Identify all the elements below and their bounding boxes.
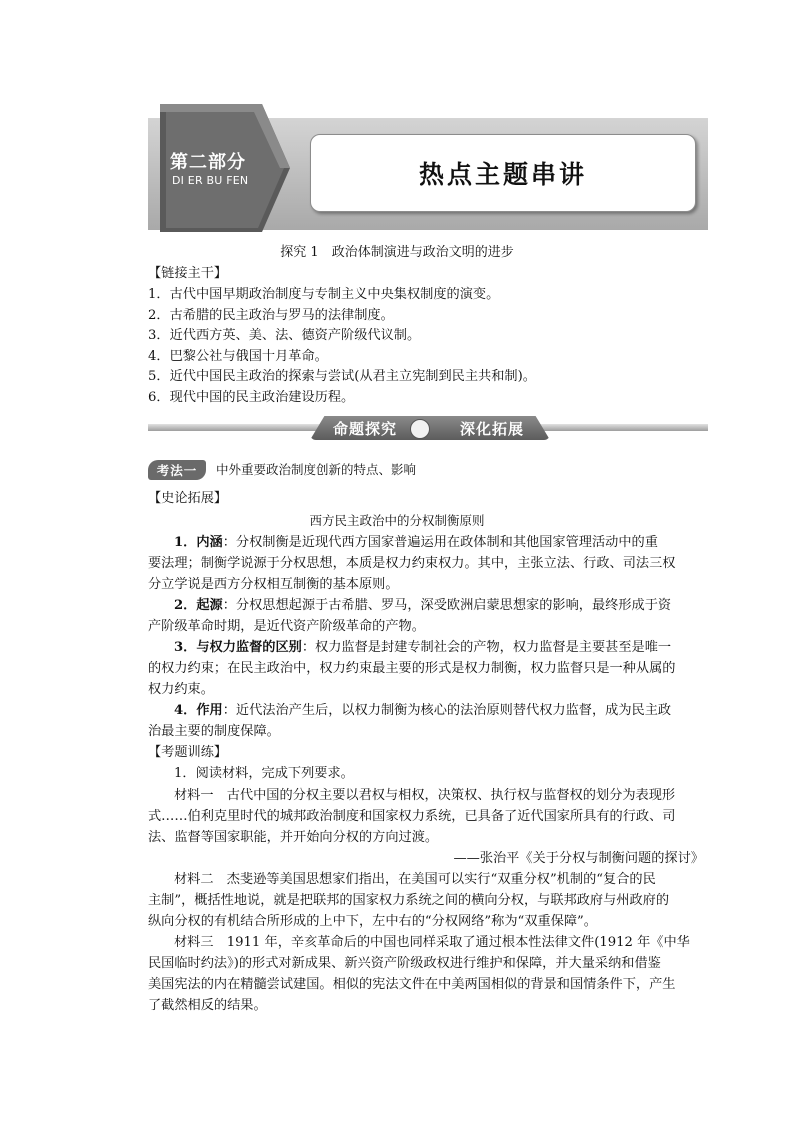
paragraph-line: 的权力约束；在民主政治中，权力约束最主要的形式是权力制衡，权力监督只是一种从属的 bbox=[148, 661, 676, 676]
history-subtitle: 西方民主政治中的分权制衡原则 bbox=[309, 513, 485, 528]
paragraph-line: 2．起源：分权思想起源于古希腊、罗马，深受欧洲启蒙思想家的影响，最终形成于资 bbox=[174, 598, 672, 613]
material-line: 材料二 杰斐逊等美国思想家们指出，在美国可以实行“双重分权”机制的“复合的民 bbox=[174, 872, 656, 887]
divider-label-left: 命题探究 bbox=[332, 420, 397, 438]
material-line: 主制”，概括性地说，就是把联邦的国家权力系统之间的横向分权，与联邦政府与州政府的 bbox=[148, 893, 670, 908]
paragraph-label: 1．内涵 bbox=[174, 535, 223, 550]
paragraph-line: 3．与权力监督的区别：权力监督是封建专制社会的产物，权力监督是主要甚至是唯一 bbox=[174, 640, 672, 655]
title-box bbox=[310, 134, 696, 212]
divider-label-right: 深化拓展 bbox=[459, 420, 524, 438]
link-item: 5．近代中国民主政治的探索与尝试(从君主立宪制到民主共和制)。 bbox=[148, 369, 536, 384]
link-section-heading: 【链接主干】 bbox=[148, 266, 228, 281]
material-line: 纵向分权的有机结合所形成的上中下，左中右的“分权网络”称为“双重保障”。 bbox=[148, 914, 597, 929]
material-line: 式……伯利克里时代的城邦政治制度和国家权力系统，已具备了近代国家所具有的行政、司 bbox=[148, 809, 676, 824]
paragraph-line: 4．作用：近代法治产生后，以权力制衡为核心的法治原则替代权力监督，成为民主政 bbox=[174, 703, 672, 718]
paragraph-label: 3．与权力监督的区别 bbox=[174, 640, 302, 655]
link-item: 6．现代中国的民主政治建设历程。 bbox=[148, 390, 355, 405]
page-title: 热点主题串讲 bbox=[418, 160, 587, 189]
section-banner bbox=[148, 104, 708, 232]
part-label: 第二部分 bbox=[170, 152, 246, 173]
paragraph-line: 分立学说是西方分权相互制衡的基本原则。 bbox=[148, 577, 399, 592]
link-item: 2．古希腊的民主政治与罗马的法律制度。 bbox=[148, 308, 394, 323]
paragraph-label: 2．起源 bbox=[174, 598, 223, 613]
material-line: 了截然相反的结果。 bbox=[148, 998, 267, 1013]
history-heading: 【史论拓展】 bbox=[148, 491, 228, 506]
paragraph-line: 产阶级革命时期，是近代资产阶级革命的产物。 bbox=[148, 619, 425, 634]
paragraph-line: 1．内涵：分权制衡是近现代西方国家普遍运用在政体制和其他国家管理活动中的重 bbox=[174, 535, 658, 550]
link-item: 1．古代中国早期政治制度与专制主义中央集权制度的演变。 bbox=[148, 287, 500, 302]
paragraph-label: 4．作用 bbox=[174, 703, 223, 718]
paragraph-line: 权力约束。 bbox=[148, 682, 214, 697]
material-line: 材料一 古代中国的分权主要以君权与相权，决策权、执行权与监督权的划分为表现形 bbox=[174, 788, 676, 803]
link-item: 3．近代西方英、美、法、德资产阶级代议制。 bbox=[148, 328, 421, 343]
material-line: 民国临时约法》)的形式对新成果、新兴资产阶级政权进行维护和保障，并大量采纳和借鉴 bbox=[148, 956, 661, 971]
kaofa-title: 中外重要政治制度创新的特点、影响 bbox=[216, 462, 417, 477]
material-line: 美国宪法的内在精髓尝试建国。相似的宪法文件在中美两国相似的背景和国情条件下，产生 bbox=[148, 977, 676, 992]
divider-emblem-icon bbox=[410, 419, 430, 439]
material-source: ——张治平《关于分权与制衡问题的探讨》 bbox=[453, 851, 704, 866]
paragraph-line: 要法理；制衡学说源于分权思想，本质是权力约束权力。其中，主张立法、行政、司法三权 bbox=[148, 556, 676, 571]
material-line: 材料三 1911 年，辛亥革命后的中国也同样采取了通过根本性法律文件(1912 年《中华 bbox=[174, 935, 690, 950]
material-line: 法、监督等国家职能，并开始向分权的方向过渡。 bbox=[148, 830, 439, 845]
paragraph-line: 治最主要的制度保障。 bbox=[148, 724, 280, 739]
kaofa-badge bbox=[148, 460, 206, 480]
badge-label: 考法一 bbox=[156, 463, 198, 478]
link-item: 4．巴黎公社与俄国十月革命。 bbox=[148, 349, 328, 364]
part-pinyin: DI ER BU FEN bbox=[172, 174, 249, 187]
topic-title: 探究 1 政治体制演进与政治文明的进步 bbox=[280, 245, 514, 260]
exam-question: 1．阅读材料，完成下列要求。 bbox=[174, 766, 354, 781]
exam-heading: 【考题训练】 bbox=[148, 745, 228, 760]
section-divider bbox=[148, 416, 708, 440]
